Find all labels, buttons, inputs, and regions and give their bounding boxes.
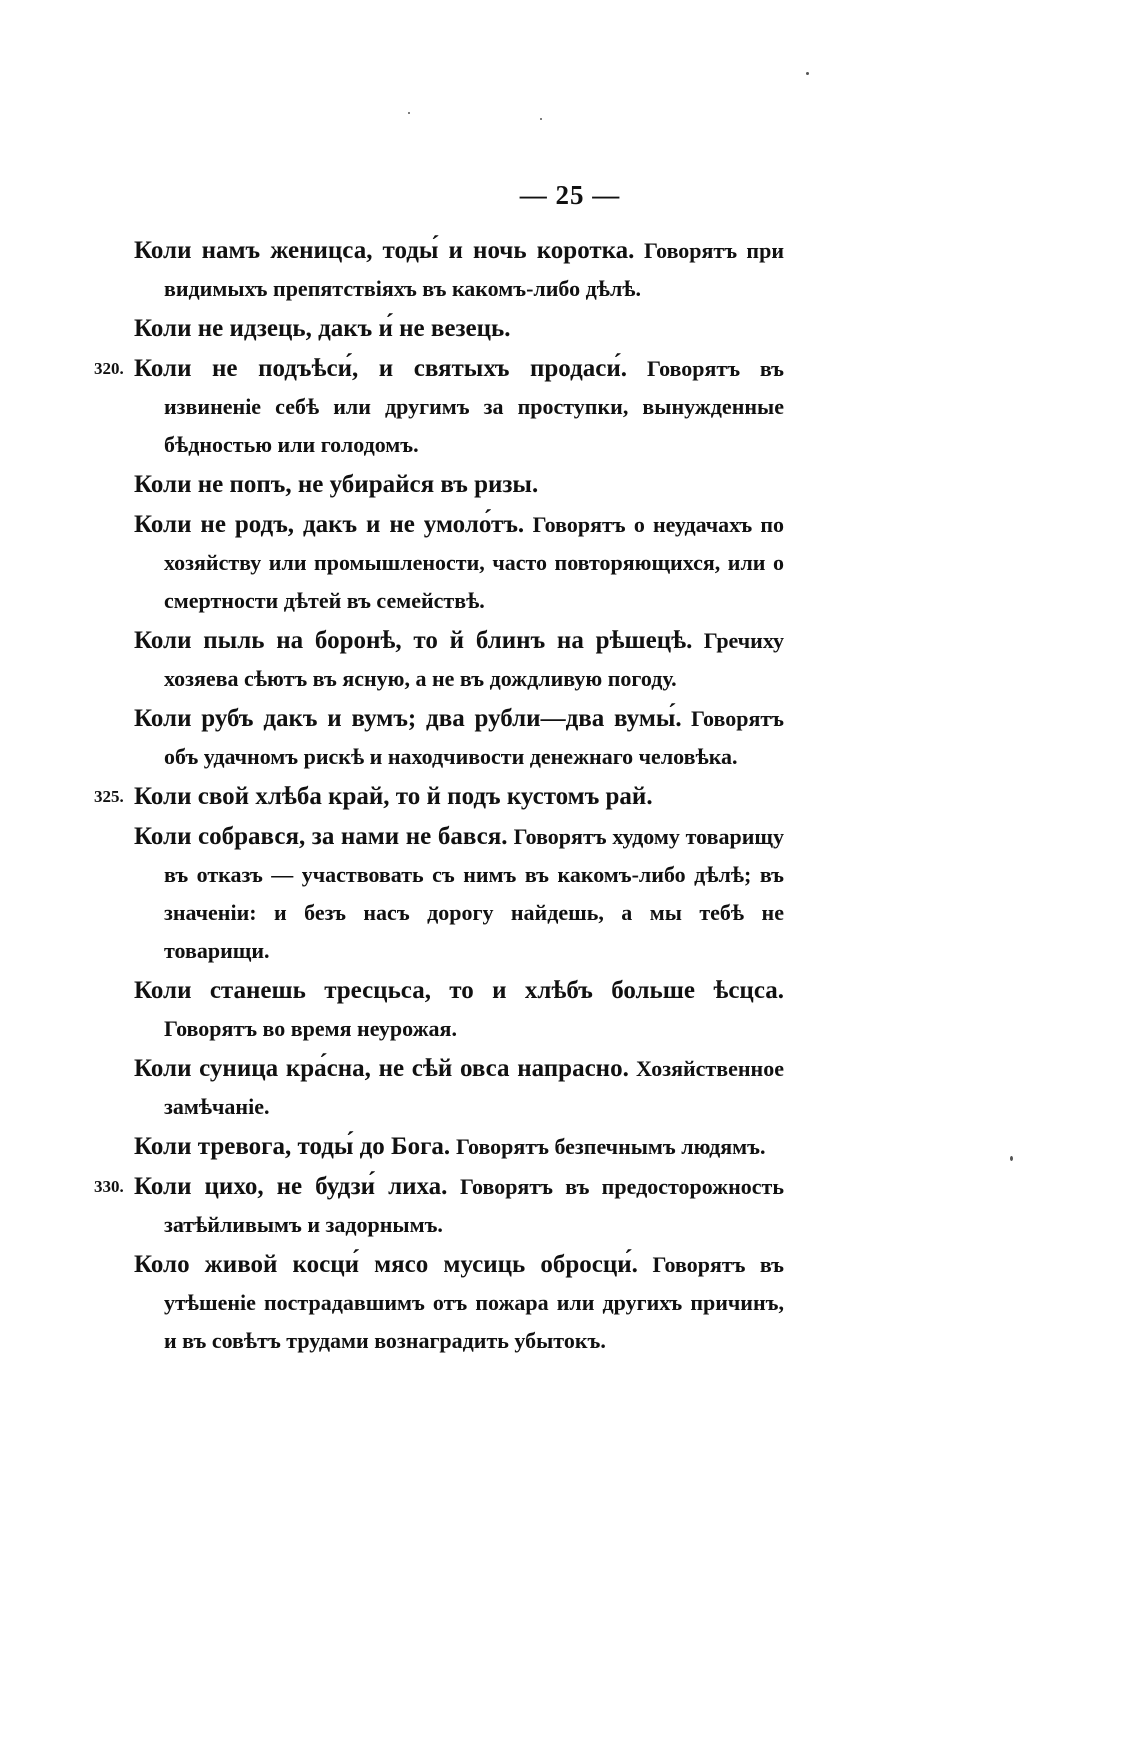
proverb-entry (134, 700, 784, 776)
proverb-explanation: Говорятъ въ извиненіе себѣ или другимъ за проступки, вынужденные бѣдностью или голодомъ. (164, 356, 785, 457)
proverb-explanation: Говорятъ при видимыхъ препятствіяхъ въ какомъ-либо дѣлѣ. (164, 238, 784, 301)
proverb-text: Коли тревога, тоды́ до Бога. (134, 1133, 451, 1160)
proverb-entry (94, 1168, 784, 1244)
proverb-text: Коли цихо, не будзи́ лиха. (134, 1173, 448, 1200)
scan-speck (806, 72, 809, 75)
proverb-entry (134, 622, 784, 698)
proverb-entry (134, 1128, 784, 1166)
verse-number: 325. (94, 787, 124, 806)
proverb-text: Коли станешь тресцьса, то и хлѣбъ больше ѣсцса. (134, 977, 784, 1004)
proverb-text: Коли суница кра́сна, не сѣй овса напрасно. (134, 1055, 629, 1082)
verse-number: 330. (94, 1177, 124, 1196)
proverb-text: Коли не родъ, дакъ и не умоло́тъ. (134, 511, 525, 538)
proverb-entry (134, 818, 784, 970)
verse-number: 320. (94, 359, 124, 378)
proverb-explanation: Говорятъ въ предосторожность затѣйливымъ и задорнымъ. (164, 1174, 784, 1237)
proverb-text: Коли пыль на боронѣ, то й блинъ на рѣшецѣ. (134, 627, 693, 654)
scan-speck (408, 112, 410, 114)
proverb-entry (134, 972, 784, 1048)
proverb-explanation: Говорятъ худому товарищу въ отказъ — участвовать съ нимъ въ какомъ-либо дѣлѣ; въ значеніи: и безъ насъ дорогу найдешь, а мы тебѣ не товарищи. (164, 824, 784, 963)
proverb-entry (134, 310, 784, 348)
scan-speck (1010, 1156, 1013, 1161)
proverb-explanation: Хозяйственное замѣчаніе. (164, 1056, 784, 1119)
proverb-text: Коли не попъ, не убирайся въ ризы. (134, 471, 539, 498)
proverb-explanation: Говорятъ безпечнымъ людямъ. (455, 1134, 766, 1159)
proverb-text: Коли собрався, за нами не бався. (134, 823, 508, 850)
proverb-explanation: Говорятъ въ утѣшеніе пострадавшимъ отъ пожара или другихъ причинъ, и въ совѣтъ трудами вознаградить убытокъ. (164, 1252, 785, 1353)
proverb-list (94, 232, 785, 1362)
scan-speck (540, 118, 542, 120)
proverb-explanation: Говорятъ во время неурожая. (164, 1016, 457, 1041)
proverb-text: Коли не подъѣси́, и святыхъ продаси́. (134, 355, 627, 382)
proverb-text: Коли не идзець, дакъ и́ не везець. (134, 315, 511, 342)
proverb-entry (134, 466, 784, 504)
proverb-text: Коло живой косци́ мясо мусиць обросци́. (134, 1251, 638, 1278)
proverb-entry (134, 506, 784, 620)
proverb-text: Коли рубъ дакъ и вумъ; два рубли—два вумы́. (134, 705, 682, 732)
proverb-explanation: Говорятъ объ удачномъ рискѣ и находчивости денежнаго человѣка. (164, 706, 785, 769)
proverb-text: Коли свой хлѣба край, то й подъ кустомъ рай. (134, 783, 653, 810)
proverb-entry (94, 778, 784, 816)
proverb-explanation: Говорятъ о неудачахъ по хозяйству или промышлености, часто повторяющихся, или о смертности дѣтей въ семействѣ. (164, 512, 785, 613)
proverb-entry (94, 350, 785, 464)
proverb-entry (134, 232, 784, 308)
page-number: — 25 — (519, 180, 621, 210)
proverb-entry (134, 1246, 784, 1360)
proverb-explanation: Гречиху хозяева сѣютъ въ ясную, а не въ дождливую погоду. (164, 628, 785, 691)
proverb-entry (134, 1050, 784, 1126)
proverb-text: Коли намъ женицса, тоды́ и ночь коротка. (134, 237, 635, 264)
